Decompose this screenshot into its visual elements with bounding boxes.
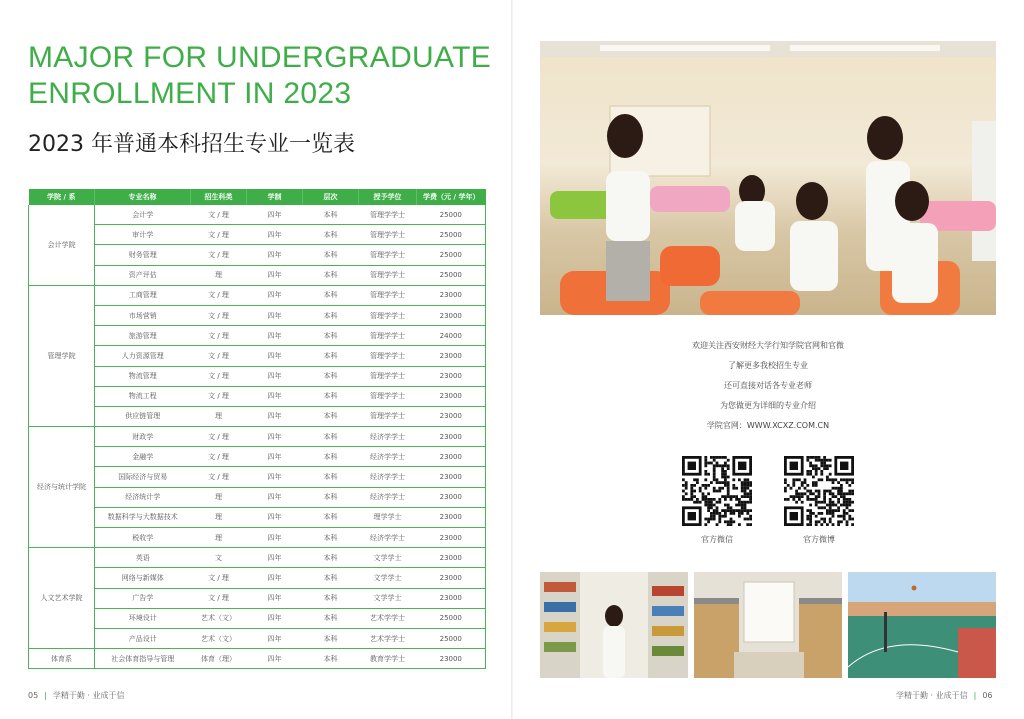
level-cell: 本科 xyxy=(303,427,359,447)
tuition-cell: 23000 xyxy=(417,588,486,608)
english-title-line-1: MAJOR FOR UNDERGRADUATE xyxy=(28,41,492,74)
majors-table xyxy=(28,189,486,669)
degree-cell: 管理学学士 xyxy=(359,366,417,386)
tuition-cell: 25000 xyxy=(417,628,486,648)
college-cell: 管理学院 xyxy=(29,285,95,426)
tuition-cell: 25000 xyxy=(417,608,486,628)
category-cell: 文 / 理 xyxy=(191,225,247,245)
left-footer-motto: 学精于勤 · 业成于信 xyxy=(52,691,125,700)
category-cell: 文 / 理 xyxy=(191,285,247,305)
category-cell: 文 / 理 xyxy=(191,447,247,467)
major-name-cell: 物流管理 xyxy=(95,366,191,386)
basketball-court-photo xyxy=(848,572,996,678)
level-cell: 本科 xyxy=(303,528,359,548)
tuition-cell: 23000 xyxy=(417,528,486,548)
degree-cell: 管理学学士 xyxy=(359,346,417,366)
qr-pattern xyxy=(682,456,752,526)
table-row xyxy=(29,245,486,265)
table-row xyxy=(29,366,486,386)
category-cell: 文 / 理 xyxy=(191,467,247,487)
level-cell: 本科 xyxy=(303,649,359,669)
degree-cell: 管理学学士 xyxy=(359,305,417,325)
tuition-cell: 23000 xyxy=(417,366,486,386)
duration-cell: 四年 xyxy=(247,225,303,245)
major-name-cell: 税收学 xyxy=(95,528,191,548)
tuition-cell: 25000 xyxy=(417,245,486,265)
major-name-cell: 金融学 xyxy=(95,447,191,467)
wechat-label: 官方微信 xyxy=(701,535,733,544)
weibo-qr-code[interactable] xyxy=(784,456,854,526)
table-row xyxy=(29,528,486,548)
tuition-cell: 24000 xyxy=(417,326,486,346)
duration-cell: 四年 xyxy=(247,608,303,628)
header-major: 专业名称 xyxy=(95,189,191,205)
table-row xyxy=(29,205,486,225)
footer-separator: | xyxy=(973,691,977,700)
duration-cell: 四年 xyxy=(247,568,303,588)
duration-cell: 四年 xyxy=(247,548,303,568)
table-row xyxy=(29,467,486,487)
table-row xyxy=(29,265,486,285)
tuition-cell: 25000 xyxy=(417,265,486,285)
major-name-cell: 财政学 xyxy=(95,427,191,447)
college-cell: 体育系 xyxy=(29,649,95,669)
right-footer xyxy=(896,690,993,701)
duration-cell: 四年 xyxy=(247,245,303,265)
level-cell: 本科 xyxy=(303,628,359,648)
duration-cell: 四年 xyxy=(247,285,303,305)
level-cell: 本科 xyxy=(303,548,359,568)
category-cell: 文 / 理 xyxy=(191,588,247,608)
english-title-line-2: ENROLLMENT IN 2023 xyxy=(28,77,352,110)
category-cell: 文 / 理 xyxy=(191,245,247,265)
table-header-row xyxy=(29,189,486,205)
duration-cell: 四年 xyxy=(247,649,303,669)
table-row xyxy=(29,487,486,507)
left-page-number: 05 xyxy=(28,691,39,700)
table-row xyxy=(29,548,486,568)
table-row xyxy=(29,346,486,366)
duration-cell: 四年 xyxy=(247,205,303,225)
degree-cell: 艺术学学士 xyxy=(359,628,417,648)
level-cell: 本科 xyxy=(303,346,359,366)
table-row xyxy=(29,649,486,669)
major-name-cell: 广告学 xyxy=(95,588,191,608)
duration-cell: 四年 xyxy=(247,628,303,648)
weibo-label: 官方微博 xyxy=(803,535,835,544)
degree-cell: 经济学学士 xyxy=(359,427,417,447)
level-cell: 本科 xyxy=(303,487,359,507)
major-name-cell: 市场营销 xyxy=(95,305,191,325)
category-cell: 理 xyxy=(191,487,247,507)
tuition-cell: 23000 xyxy=(417,649,486,669)
level-cell: 本科 xyxy=(303,588,359,608)
tuition-cell: 23000 xyxy=(417,487,486,507)
chinese-title: 2023 年普通本科招生专业一览表 xyxy=(28,132,355,157)
tuition-cell: 25000 xyxy=(417,205,486,225)
level-cell: 本科 xyxy=(303,265,359,285)
duration-cell: 四年 xyxy=(247,386,303,406)
header-duration: 学制 xyxy=(247,189,303,205)
header-college: 学院 / 系 xyxy=(29,189,95,205)
major-name-cell: 工商管理 xyxy=(95,285,191,305)
table-row xyxy=(29,507,486,527)
left-footer xyxy=(28,690,125,701)
major-name-cell: 数据科学与大数据技术 xyxy=(95,507,191,527)
category-cell: 体育（理） xyxy=(191,649,247,669)
major-name-cell: 物流工程 xyxy=(95,386,191,406)
header-degree: 授予学位 xyxy=(359,189,417,205)
category-cell: 文 / 理 xyxy=(191,386,247,406)
major-name-cell: 产品设计 xyxy=(95,628,191,648)
tuition-cell: 23000 xyxy=(417,386,486,406)
info-line-1: 欢迎关注西安财经大学行知学院官网和官微 xyxy=(692,341,844,350)
category-cell: 艺术（文） xyxy=(191,628,247,648)
degree-cell: 管理学学士 xyxy=(359,386,417,406)
tuition-cell: 23000 xyxy=(417,406,486,426)
duration-cell: 四年 xyxy=(247,487,303,507)
level-cell: 本科 xyxy=(303,467,359,487)
duration-cell: 四年 xyxy=(247,588,303,608)
major-name-cell: 财务管理 xyxy=(95,245,191,265)
category-cell: 理 xyxy=(191,406,247,426)
duration-cell: 四年 xyxy=(247,467,303,487)
duration-cell: 四年 xyxy=(247,447,303,467)
level-cell: 本科 xyxy=(303,447,359,467)
table-row xyxy=(29,568,486,588)
right-page-number: 06 xyxy=(982,691,993,700)
level-cell: 本科 xyxy=(303,406,359,426)
degree-cell: 管理学学士 xyxy=(359,245,417,265)
level-cell: 本科 xyxy=(303,507,359,527)
degree-cell: 文学学士 xyxy=(359,588,417,608)
major-name-cell: 网络与新媒体 xyxy=(95,568,191,588)
table-row xyxy=(29,225,486,245)
header-category: 招生科类 xyxy=(191,189,247,205)
english-title xyxy=(28,40,498,112)
degree-cell: 管理学学士 xyxy=(359,225,417,245)
college-cell: 经济与统计学院 xyxy=(29,427,95,548)
category-cell: 理 xyxy=(191,265,247,285)
website-line[interactable]: 学院官网：WWW.XCXZ.COM.CN xyxy=(706,421,830,430)
level-cell: 本科 xyxy=(303,326,359,346)
tuition-cell: 23000 xyxy=(417,568,486,588)
table-row xyxy=(29,447,486,467)
duration-cell: 四年 xyxy=(247,406,303,426)
degree-cell: 经济学学士 xyxy=(359,487,417,507)
degree-cell: 文学学士 xyxy=(359,568,417,588)
info-line-4: 为您做更为详细的专业介绍 xyxy=(720,401,816,410)
students-classroom-photo xyxy=(540,41,996,315)
category-cell: 文 / 理 xyxy=(191,427,247,447)
tuition-cell: 25000 xyxy=(417,225,486,245)
tuition-cell: 23000 xyxy=(417,346,486,366)
table-row xyxy=(29,305,486,325)
level-cell: 本科 xyxy=(303,608,359,628)
duration-cell: 四年 xyxy=(247,346,303,366)
footer-separator: | xyxy=(44,691,47,700)
library-photo xyxy=(540,572,688,678)
table-row xyxy=(29,608,486,628)
category-cell: 文 / 理 xyxy=(191,568,247,588)
degree-cell: 教育学学士 xyxy=(359,649,417,669)
table-row xyxy=(29,406,486,426)
table-row xyxy=(29,285,486,305)
category-cell: 文 / 理 xyxy=(191,366,247,386)
tuition-cell: 23000 xyxy=(417,427,486,447)
table-row xyxy=(29,326,486,346)
duration-cell: 四年 xyxy=(247,366,303,386)
major-name-cell: 英语 xyxy=(95,548,191,568)
major-name-cell: 会计学 xyxy=(95,205,191,225)
category-cell: 文 / 理 xyxy=(191,326,247,346)
category-cell: 艺术（文） xyxy=(191,608,247,628)
major-name-cell: 资产评估 xyxy=(95,265,191,285)
duration-cell: 四年 xyxy=(247,528,303,548)
tuition-cell: 23000 xyxy=(417,285,486,305)
college-cell: 会计学院 xyxy=(29,205,95,285)
category-cell: 文 xyxy=(191,548,247,568)
degree-cell: 管理学学士 xyxy=(359,205,417,225)
category-cell: 文 / 理 xyxy=(191,205,247,225)
tuition-cell: 23000 xyxy=(417,507,486,527)
duration-cell: 四年 xyxy=(247,427,303,447)
degree-cell: 管理学学士 xyxy=(359,326,417,346)
table-row xyxy=(29,427,486,447)
duration-cell: 四年 xyxy=(247,326,303,346)
wechat-qr-code[interactable] xyxy=(682,456,752,526)
level-cell: 本科 xyxy=(303,386,359,406)
level-cell: 本科 xyxy=(303,568,359,588)
table-row xyxy=(29,386,486,406)
right-page xyxy=(512,0,1024,719)
degree-cell: 经济学学士 xyxy=(359,467,417,487)
qr-pattern xyxy=(784,456,854,526)
degree-cell: 经济学学士 xyxy=(359,447,417,467)
degree-cell: 文学学士 xyxy=(359,548,417,568)
major-name-cell: 人力资源管理 xyxy=(95,346,191,366)
degree-cell: 理学学士 xyxy=(359,507,417,527)
tuition-cell: 23000 xyxy=(417,305,486,325)
dormitory-photo xyxy=(694,572,842,678)
degree-cell: 管理学学士 xyxy=(359,285,417,305)
tuition-cell: 23000 xyxy=(417,447,486,467)
category-cell: 理 xyxy=(191,528,247,548)
degree-cell: 管理学学士 xyxy=(359,406,417,426)
category-cell: 文 / 理 xyxy=(191,305,247,325)
major-name-cell: 审计学 xyxy=(95,225,191,245)
level-cell: 本科 xyxy=(303,366,359,386)
degree-cell: 经济学学士 xyxy=(359,528,417,548)
category-cell: 理 xyxy=(191,507,247,527)
degree-cell: 艺术学学士 xyxy=(359,608,417,628)
major-name-cell: 供应链管理 xyxy=(95,406,191,426)
duration-cell: 四年 xyxy=(247,507,303,527)
degree-cell: 管理学学士 xyxy=(359,265,417,285)
major-name-cell: 经济统计学 xyxy=(95,487,191,507)
level-cell: 本科 xyxy=(303,245,359,265)
level-cell: 本科 xyxy=(303,305,359,325)
table-row xyxy=(29,628,486,648)
contact-info xyxy=(512,340,1024,440)
header-level: 层次 xyxy=(303,189,359,205)
tuition-cell: 23000 xyxy=(417,548,486,568)
major-name-cell: 社会体育指导与管理 xyxy=(95,649,191,669)
major-name-cell: 环境设计 xyxy=(95,608,191,628)
duration-cell: 四年 xyxy=(247,265,303,285)
category-cell: 文 / 理 xyxy=(191,346,247,366)
right-footer-motto: 学精于勤 · 业成于信 xyxy=(896,691,968,700)
majors-table-body xyxy=(29,205,486,669)
info-line-2: 了解更多我校招生专业 xyxy=(728,361,808,370)
table-row xyxy=(29,588,486,608)
header-tuition: 学费（元 / 学年） xyxy=(417,189,486,205)
level-cell: 本科 xyxy=(303,205,359,225)
major-name-cell: 旅游管理 xyxy=(95,326,191,346)
level-cell: 本科 xyxy=(303,225,359,245)
college-cell: 人文艺术学院 xyxy=(29,548,95,649)
duration-cell: 四年 xyxy=(247,305,303,325)
major-name-cell: 国际经济与贸易 xyxy=(95,467,191,487)
info-line-3: 还可直接对话各专业老师 xyxy=(724,381,812,390)
tuition-cell: 23000 xyxy=(417,467,486,487)
level-cell: 本科 xyxy=(303,285,359,305)
